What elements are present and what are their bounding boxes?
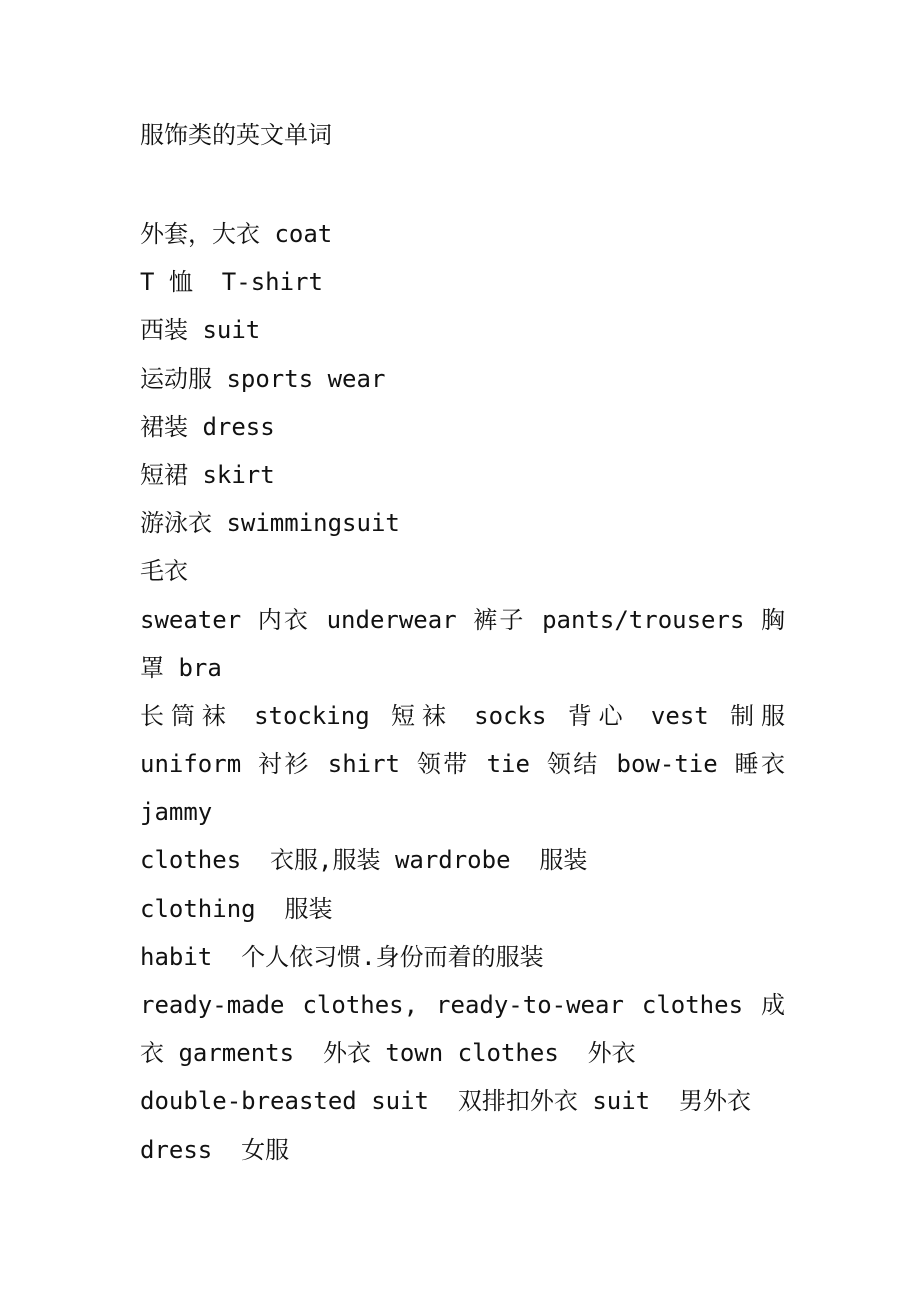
vocab-line: sweater 内衣 underwear 裤子 pants/trousers 胸 <box>140 605 785 634</box>
vocab-line: 毛衣 <box>140 557 188 586</box>
vocab-line: uniform 衬衫 shirt 领带 tie 领结 bow-tie 睡衣 <box>140 750 785 779</box>
vocab-line: jammy <box>140 798 213 827</box>
document-title: 服饰类的英文单词 <box>140 121 332 149</box>
vocab-line: 长筒袜 stocking 短袜 socks 背心 vest 制服 <box>140 701 785 730</box>
vocab-line: 运动服 sports wear <box>140 364 386 393</box>
vocab-line: 游泳衣 swimmingsuit <box>140 509 400 538</box>
vocabulary-list <box>140 215 785 1179</box>
vocab-line: habit 个人依习惯.身份而着的服装 <box>140 942 544 971</box>
vocab-line: 裙装 dress <box>140 412 275 441</box>
vocab-line: double-breasted suit 双排扣外衣 suit 男外衣 <box>140 1087 752 1116</box>
vocab-line: 罩 bra <box>140 653 222 682</box>
vocab-line: 外套，大衣 coat <box>140 220 333 248</box>
vocab-line: ready-made clothes, ready-to-wear clothes 成 <box>140 991 785 1019</box>
vocab-line: clothes 衣服,服装 wardrobe 服装 <box>140 846 588 875</box>
vocab-line: 西装 suit <box>140 316 261 345</box>
vocab-line: 衣 garments 外衣 town clothes 外衣 <box>140 1039 636 1068</box>
vocab-line: clothing 服装 <box>140 894 333 923</box>
vocab-line: T 恤 T-shirt <box>140 268 323 297</box>
vocab-line: dress 女服 <box>140 1135 290 1164</box>
vocab-line: 短裙 skirt <box>140 460 275 489</box>
